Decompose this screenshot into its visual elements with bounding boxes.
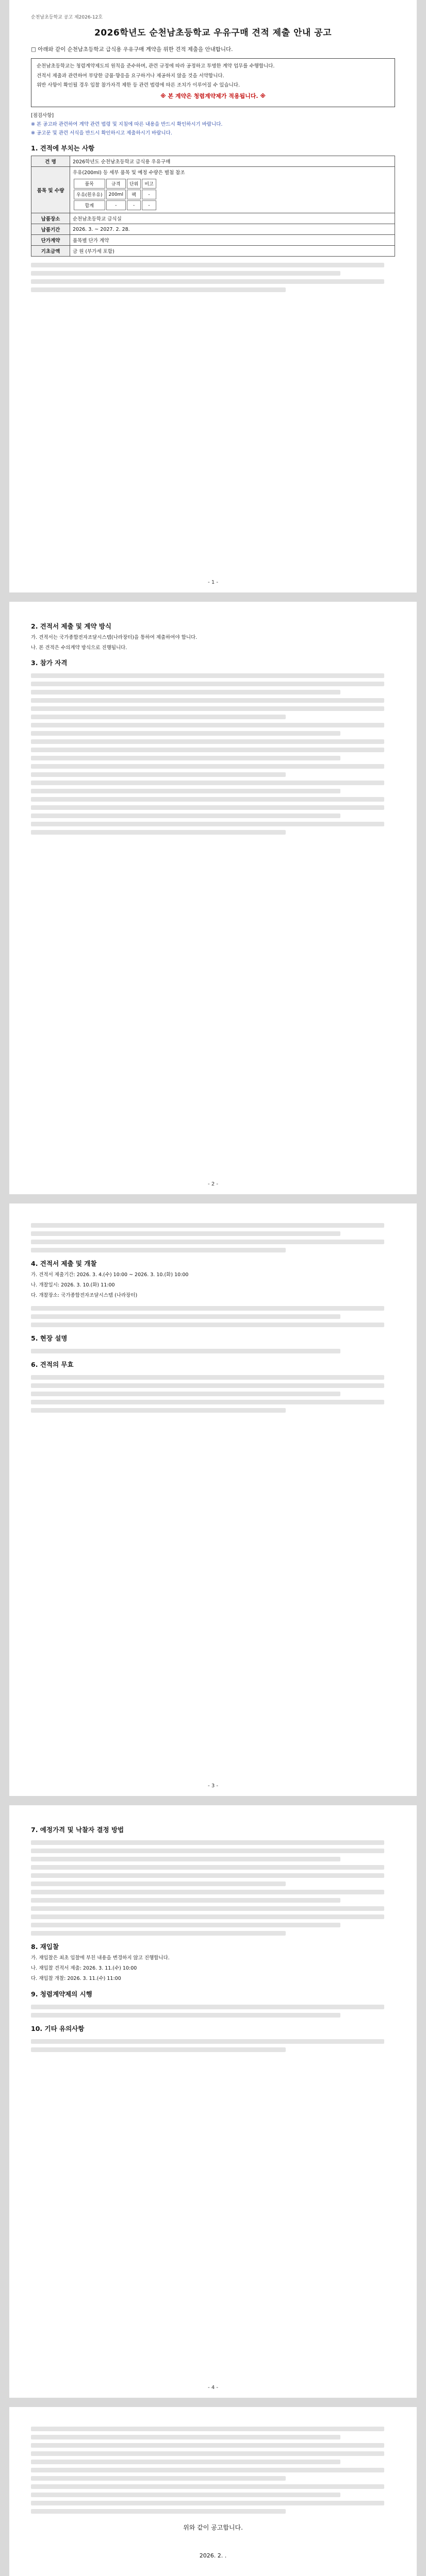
paragraph: 다. 재입찰 개찰: 2026. 3. 11.(수) 11:00 (31, 1976, 121, 1982)
text-line (31, 1248, 286, 1252)
document-page-1 (9, 0, 417, 592)
text-line (31, 1857, 340, 1861)
table-cell: 우유(흰우유) (74, 190, 105, 199)
text-line (31, 2047, 286, 2052)
table-cell: - (106, 200, 126, 210)
text-line (31, 797, 384, 802)
text-line (31, 715, 286, 719)
text-line (31, 2013, 340, 2018)
table-cell-label: 납품장소 (31, 213, 70, 224)
text-line (31, 781, 384, 785)
section-heading: 3. 참가 자격 (31, 659, 68, 667)
text-line (31, 271, 340, 276)
submission-period: 가. 견적서 제출기간: 2026. 3. 4.(수) 10:00 ~ 2026. 3. 10.(화) 10:00 (31, 1272, 189, 1278)
table-cell: - (142, 200, 156, 210)
table-row (31, 224, 395, 235)
text-line (31, 1906, 384, 1911)
integrity-emphasis: ※ 본 계약은 청렴계약제가 적용됩니다. ※ (160, 93, 266, 100)
body-text-placeholder (31, 263, 395, 292)
text-line (31, 287, 286, 292)
text-line (31, 814, 340, 818)
text-line (31, 1223, 384, 1228)
table-cell-value: 2026학년도 순천남초등학교 급식용 우유구매 (70, 156, 395, 167)
closing-statement: 위와 같이 공고합니다. (183, 2524, 243, 2531)
text-line (31, 2005, 384, 2009)
section-heading: 8. 재입찰 (31, 1943, 59, 1951)
paragraph: 나. 재입찰 견적서 제출: 2026. 3. 11.(수) 10:00 (31, 1965, 137, 1972)
section-heading: 9. 청렴계약제의 시행 (31, 1990, 92, 1998)
text-line (31, 1408, 286, 1413)
page-number: - 3 - (208, 1783, 218, 1789)
body-text-placeholder (31, 2005, 395, 2018)
table-cell: 팩 (127, 190, 141, 199)
body-text-placeholder (31, 1840, 395, 1936)
opening-place: 다. 개찰장소: 국가종합전자조달시스템 (나라장터) (31, 1293, 138, 1299)
table-row (31, 213, 395, 224)
text-line (31, 1882, 286, 1886)
table-cell: - (127, 200, 141, 210)
text-line (31, 2493, 340, 2497)
text-line (31, 2443, 384, 2448)
body-text-placeholder (31, 2427, 395, 2514)
text-line (31, 1383, 384, 1388)
text-line (31, 723, 384, 727)
text-line (31, 1849, 384, 1853)
checklist-label: [점검사항] (31, 113, 54, 119)
document-page-4 (9, 1805, 417, 2398)
text-line (31, 772, 286, 777)
text-line (31, 1314, 340, 1319)
checklist-item: ※ 공고문 및 관련 서식을 반드시 확인하시고 제출하시기 바랍니다. (31, 130, 172, 136)
body-text-placeholder (31, 1375, 395, 1413)
table-header: 비고 (142, 179, 156, 189)
document-page-5 (9, 2407, 417, 2576)
paragraph: 나. 본 견적은 수의계약 방식으로 진행됩니다. (31, 645, 127, 651)
text-line (31, 1392, 340, 1396)
page-number: - 1 - (208, 580, 218, 585)
section-heading: 5. 현장 설명 (31, 1334, 68, 1342)
text-line (31, 1865, 384, 1870)
text-line (31, 1914, 384, 1919)
notice-line: 위반 사항이 확인될 경우 입찰 참가자격 제한 등 관련 법령에 따른 조치가 이루어질 수 있습니다. (37, 82, 240, 89)
text-line (31, 2476, 286, 2481)
text-line (31, 1375, 384, 1380)
table-cell-label: 건 명 (31, 156, 70, 167)
text-line (31, 1400, 384, 1404)
text-line (31, 690, 340, 694)
notice-date: 2026. 2. . (199, 2552, 227, 2559)
body-text-placeholder (31, 1306, 395, 1327)
text-line (31, 830, 286, 835)
text-line (31, 789, 340, 793)
running-head: 순천남초등학교 공고 제2026-12호 (31, 15, 103, 20)
text-line (31, 2451, 384, 2456)
document-page-2 (9, 602, 417, 1194)
text-line (31, 1890, 384, 1894)
text-line (31, 2501, 384, 2505)
table-cell-value (70, 167, 395, 213)
intro-text: □ 아래와 같이 순천남초등학교 급식용 우유구매 계약을 위한 견적 제출을 안내합니다. (31, 46, 233, 53)
text-line (31, 2484, 384, 2489)
body-text-placeholder (31, 673, 395, 835)
page-number: - 4 - (208, 2385, 218, 2391)
section-heading: 4. 견적서 제출 및 개찰 (31, 1260, 97, 1267)
body-text-placeholder (31, 1223, 395, 1252)
table-cell-label: 기초금액 (31, 246, 70, 257)
text-line (31, 1931, 286, 1936)
text-line (31, 1923, 340, 1927)
text-line (31, 1349, 340, 1353)
text-line (31, 2509, 286, 2514)
paragraph: 가. 재입찰은 최초 입찰에 부친 내용을 변경하지 않고 진행합니다. (31, 1955, 170, 1961)
page-number: - 2 - (208, 1181, 218, 1187)
notice-line: 견적서 제출과 관련하여 부당한 금품·향응을 요구하거나 제공하지 않을 것을 서약합니다. (37, 73, 224, 79)
text-line (31, 2039, 384, 2044)
text-line (31, 1840, 384, 1845)
text-line (31, 706, 384, 711)
text-line (31, 731, 340, 736)
table-row (31, 167, 395, 213)
table-row (74, 190, 156, 199)
text-line (31, 1873, 384, 1878)
table-row (31, 156, 395, 167)
table-header: 품목 (74, 179, 105, 189)
item-subtable (73, 178, 157, 211)
section-heading: 1. 견적에 부치는 사항 (31, 144, 95, 152)
table-cell-label: 품목 및 수량 (31, 167, 70, 213)
text-line (31, 2435, 340, 2439)
table-row (31, 246, 395, 257)
table-cell-value: 2026. 3. ~ 2027. 2. 28. (70, 224, 395, 235)
checklist-item: ※ 본 공고와 관련하여 계약 관련 법령 및 지침에 따른 내용을 반드시 확인하시기 바랍니다. (31, 121, 223, 127)
text-line (31, 1898, 340, 1903)
table-cell-value: 금 원 (부가세 포함) (70, 246, 395, 257)
notice-line: 순천남초등학교는 청렴계약제도의 원칙을 준수하며, 관련 규정에 따라 공정하고 투명한 계약 업무를 수행합니다. (37, 63, 275, 69)
text-line (31, 748, 384, 752)
document-title: 2026학년도 순천남초등학교 우유구매 견적 제출 안내 공고 (94, 28, 332, 38)
text-line (31, 682, 384, 686)
table-row (74, 200, 156, 210)
table-header: 단위 (127, 179, 141, 189)
table-row (31, 235, 395, 246)
text-line (31, 764, 384, 769)
text-line (31, 1306, 384, 1311)
text-line (31, 263, 384, 267)
body-text-placeholder (31, 1349, 395, 1353)
table-cell-label: 단가계약 (31, 235, 70, 246)
text-line (31, 279, 384, 284)
paragraph: 가. 견적서는 국가종합전자조달시스템(나라장터)을 통하여 제출하여야 합니다. (31, 635, 198, 640)
table-header-row (74, 179, 156, 189)
text-line (31, 739, 384, 744)
table-cell: 합계 (74, 200, 105, 210)
text-line (31, 2427, 384, 2431)
table-cell-value: 품목별 단가 계약 (70, 235, 395, 246)
text-line (31, 756, 340, 760)
item-description: 우유(200ml) 등 세부 품목 및 예정 수량은 별첨 참조 (73, 170, 185, 176)
table-cell-value: 순천남초등학교 급식실 (70, 213, 395, 224)
section-heading: 7. 예정가격 및 낙찰자 결정 방법 (31, 1826, 124, 1834)
section-heading: 2. 견적서 제출 및 계약 방식 (31, 622, 111, 630)
section-heading: 10. 기타 유의사항 (31, 2024, 85, 2032)
section-heading: 6. 견적의 무효 (31, 1360, 74, 1368)
table-cell: - (142, 190, 156, 199)
table-header: 규격 (106, 179, 126, 189)
text-line (31, 698, 384, 703)
text-line (31, 822, 384, 826)
table-cell: 200ml (106, 190, 126, 199)
table-cell-label: 납품기간 (31, 224, 70, 235)
text-line (31, 2460, 340, 2464)
text-line (31, 1231, 340, 1236)
integrity-notice-box (31, 58, 395, 107)
body-text-placeholder (31, 2039, 395, 2052)
text-line (31, 1240, 384, 1244)
text-line (31, 673, 384, 678)
document-page-3 (9, 1204, 417, 1796)
text-line (31, 2468, 384, 2472)
spec-table (31, 156, 395, 257)
text-line (31, 805, 384, 810)
text-line (31, 1323, 384, 1327)
opening-datetime: 나. 개찰일시: 2026. 3. 10.(화) 11:00 (31, 1282, 115, 1289)
